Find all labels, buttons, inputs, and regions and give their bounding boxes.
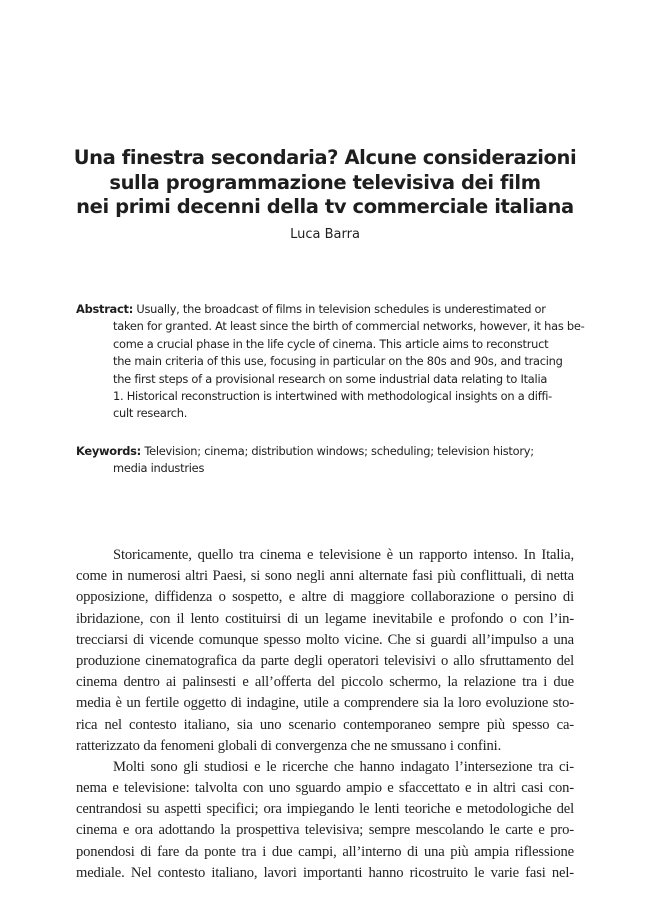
body-line: cinema dentro ai palinsesti e all’offerta del piccolo schermo, la relazione tra i due xyxy=(76,674,574,691)
body-line: trecciarsi di vicende comunque spesso molto vicine. Che si guardi all’impulso a una xyxy=(76,631,574,648)
abstract xyxy=(76,301,585,423)
body-line: come in numerosi altri Paesi, si sono negli anni alternate fasi più conflittuali, di netta xyxy=(76,568,574,585)
body-line: opposizione, diffidenza o sospetto, e altre di maggiore collaborazione o persino di xyxy=(76,589,574,606)
body-line: nema e televisione: talvolta con uno sguardo ampio e sfaccettato e in altri casi con- xyxy=(76,780,574,797)
abstract-line: Usually, the broadcast of films in television schedules is underestimated or xyxy=(136,302,546,316)
body-line: ibridazione, con il lento costituirsi di un legame inevitabile e profondo o con l’in- xyxy=(76,610,574,627)
body-line: media è un fertile oggetto di indagine, utile a comprendere sia la loro evoluzione sto- xyxy=(76,695,574,712)
body-line: Storicamente, quello tra cinema e televisione è un rapporto intenso. In Italia, xyxy=(113,547,574,563)
body-line: ponendosi di fare da ponte tra i due campi, all’interno di una più ampia riflessione xyxy=(76,843,574,860)
body-line: cinema e ora adottando la prospettiva televisiva; sempre mescolando le carte e pro- xyxy=(76,822,574,839)
keywords xyxy=(76,443,574,478)
body-line: mediale. Nel contesto italiano, lavori importanti hanno ricostruito le varie fasi nel- xyxy=(76,864,574,881)
body-line: rica nel contesto italiano, sia uno scenario contemporaneo sempre più spesso ca- xyxy=(76,716,574,733)
keywords-line: Television; cinema; distribution windows; scheduling; television history; xyxy=(144,444,534,458)
abstract-line: taken for granted. At least since the birth of commercial networks, however, it has be- xyxy=(113,319,585,334)
abstract-line: the first steps of a provisional research on some industrial data relating to Italia xyxy=(113,371,548,386)
body-line: centrandosi su aspetti specifici; ora impiegando le lenti teoriche e metodologiche del xyxy=(76,801,574,818)
abstract-line: the main criteria of this use, focusing in particular on the 80s and 90s, and tracing xyxy=(113,354,563,369)
body-line: produzione cinematografica da parte degli operatori televisivi o allo sfruttamento del xyxy=(76,652,574,669)
keywords-line: media industries xyxy=(113,461,205,476)
title-line: Una finestra secondaria? Alcune considerazioni xyxy=(73,146,577,169)
keywords-label: Keywords: xyxy=(76,444,141,458)
title-line: nei primi decenni della tv commerciale italiana xyxy=(76,195,574,218)
abstract-line: come a crucial phase in the life cycle of cinema. This article aims to reconstruct xyxy=(113,336,549,351)
body-line: Molti sono gli studiosi e le ricerche che hanno indagato l’intersezione tra ci- xyxy=(113,758,574,775)
article-title xyxy=(60,146,590,220)
body-line: ratterizzato da fenomeni globali di convergenza che ne smussano i confini. xyxy=(76,737,502,754)
body-text xyxy=(76,545,574,884)
abstract-line: cult research. xyxy=(113,406,188,421)
abstract-label: Abstract: xyxy=(76,302,134,316)
title-line: sulla programmazione televisiva dei film xyxy=(109,170,541,194)
author-name: Luca Barra xyxy=(290,227,360,242)
abstract-line: 1. Historical reconstruction is intertwined with methodological insights on a diffi- xyxy=(113,388,553,403)
